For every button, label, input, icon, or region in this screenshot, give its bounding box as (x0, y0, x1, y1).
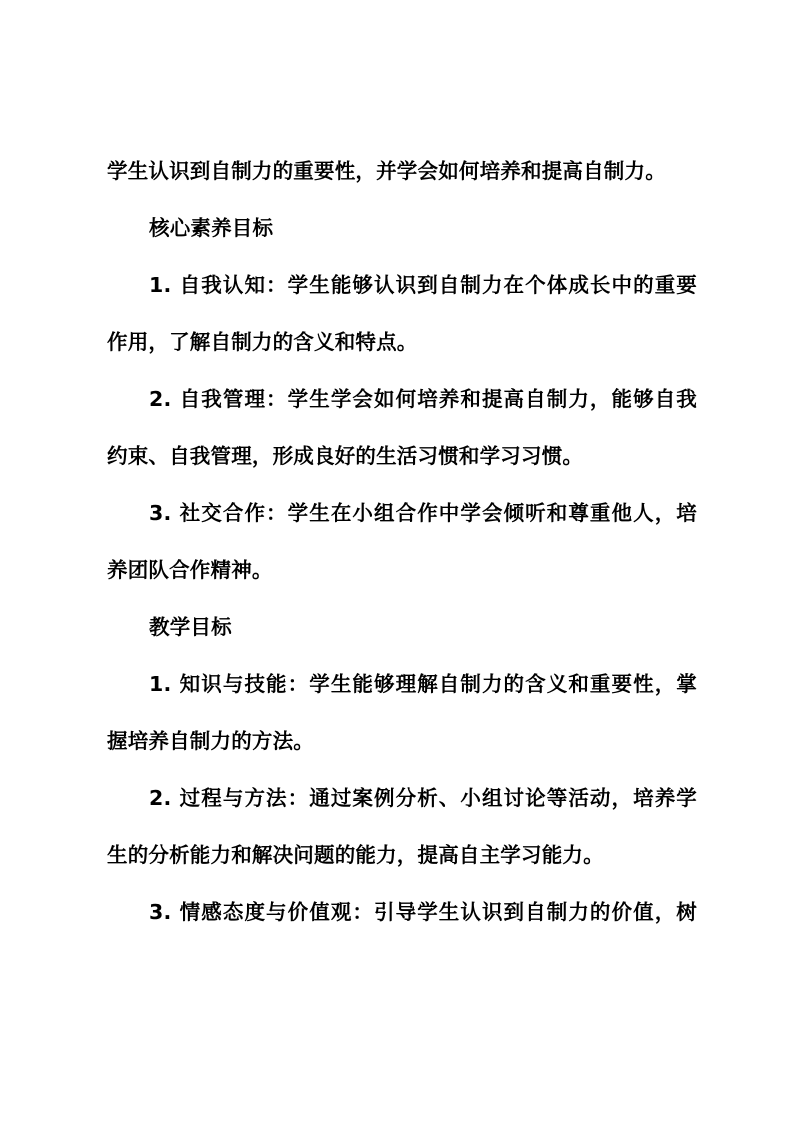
core-goal-1-line-2: 作用，了解自制力的含义和特点。 (107, 330, 418, 354)
teaching-goal-1-line-1: 1. 知识与技能：学生能够理解自制力的含义和重要性，掌 (149, 672, 697, 696)
section-heading-core-literacy: 核心素养目标 (149, 216, 274, 240)
core-goal-3-line-1: 3. 社交合作：学生在小组合作中学会倾听和尊重他人，培 (149, 501, 697, 525)
teaching-goal-2-line-1: 2. 过程与方法：通过案例分析、小组讨论等活动，培养学 (149, 786, 697, 810)
core-goal-3-line-2: 养团队合作精神。 (107, 558, 273, 582)
teaching-goal-1-line-2: 握培养自制力的方法。 (107, 729, 314, 753)
section-heading-teaching-goals: 教学目标 (149, 615, 232, 639)
core-goal-1-line-1: 1. 自我认知：学生能够认识到自制力在个体成长中的重要 (149, 273, 697, 297)
core-goal-2-line-1: 2. 自我管理：学生学会如何培养和提高自制力，能够自我 (149, 387, 697, 411)
core-goal-2-line-2: 约束、自我管理，形成良好的生活习惯和学习习惯。 (107, 444, 584, 468)
teaching-goal-3-line-1: 3. 情感态度与价值观：引导学生认识到自制力的价值，树 (149, 900, 697, 924)
paragraph-continuation: 学生认识到自制力的重要性，并学会如何培养和提高自制力。 (107, 159, 666, 183)
teaching-goal-2-line-2: 生的分析能力和解决问题的能力，提高自主学习能力。 (107, 843, 604, 867)
